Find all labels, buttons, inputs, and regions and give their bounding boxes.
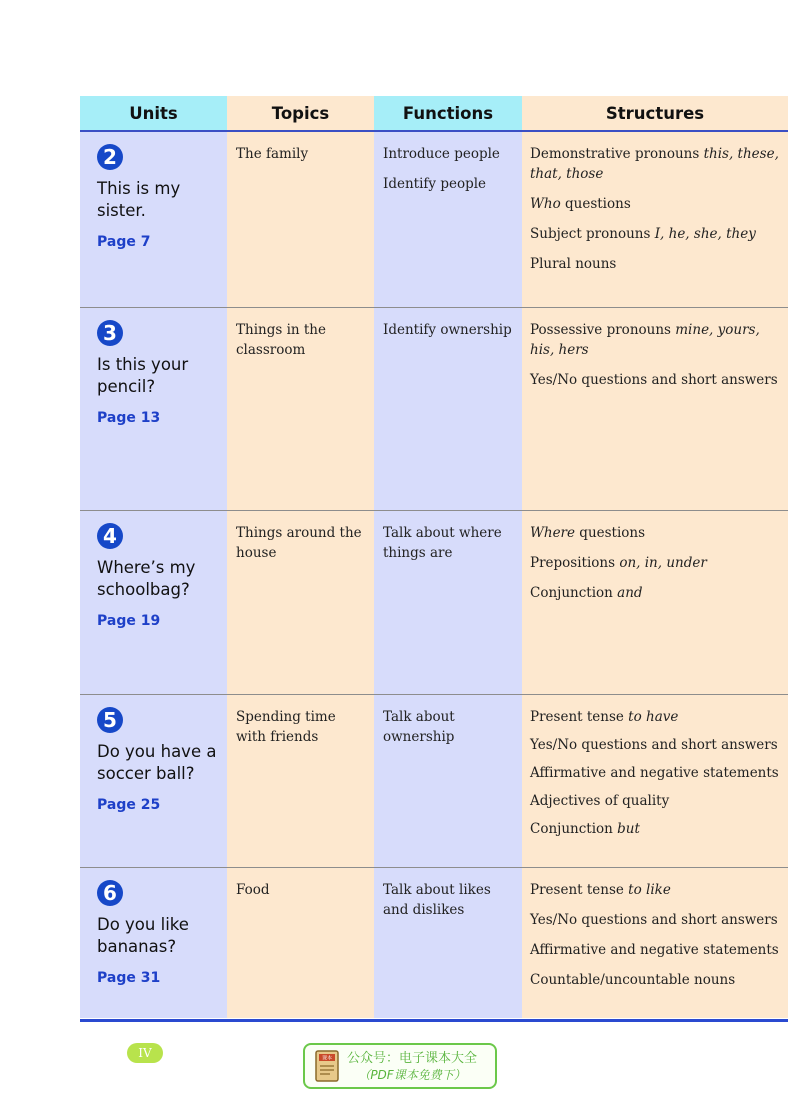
topic-cell (227, 510, 374, 694)
structure-item (530, 763, 782, 783)
watermark-line1: 公众号：电子课本大全 (347, 1050, 478, 1066)
watermark-line2: （PDF课本免费下） (358, 1067, 466, 1082)
unit-row (80, 131, 788, 307)
structures-cell (522, 510, 788, 694)
structure-example-text: I, he, she, they (654, 226, 756, 242)
topic-text: Things around the house (236, 524, 362, 561)
topic-cell (227, 131, 374, 307)
structure-text: Yes/No questions and short answers (530, 911, 778, 928)
unit-title: Do you have a soccer ball? (97, 741, 217, 783)
unit-number-badge: 3 (97, 320, 123, 346)
topic-text: Things in the classroom (236, 321, 326, 358)
unit-row (80, 307, 788, 510)
structure-text: Adjectives of quality (530, 792, 670, 809)
structure-item (530, 735, 782, 755)
functions-cell (374, 510, 522, 694)
structure-item (530, 583, 782, 603)
page-number-badge: IV (127, 1043, 163, 1063)
topic-text: Spending time with friends (236, 708, 336, 745)
structure-item (530, 940, 782, 960)
structure-text: Conjunction (530, 584, 618, 601)
unit-page-link[interactable]: Page 25 (97, 796, 161, 813)
structure-text: Yes/No questions and short answers (530, 371, 778, 388)
structure-item (530, 523, 782, 543)
unit-number-badge: 2 (97, 144, 123, 170)
structure-item (530, 970, 782, 990)
structure-text: Present tense (530, 708, 629, 725)
structure-item (530, 370, 782, 390)
structure-text: questions (575, 524, 646, 541)
structure-text: Possessive pronouns (530, 321, 676, 338)
structures-cell (522, 694, 788, 867)
header-row (80, 96, 788, 131)
function-item: Introduce people (383, 146, 500, 162)
structure-item (530, 791, 782, 811)
structure-text: Present tense (530, 881, 629, 898)
topic-cell (227, 867, 374, 1018)
function-item: Identify ownership (383, 321, 512, 338)
structure-item (530, 880, 782, 900)
function-item: Talk about ownership (383, 708, 455, 745)
structure-example-text: this, these, that, those (530, 146, 779, 182)
structure-item (530, 144, 782, 184)
structure-text: Affirmative and negative statements (530, 941, 779, 958)
structure-item (530, 254, 782, 274)
structure-item (530, 707, 782, 727)
unit-cell (80, 867, 227, 1018)
unit-page-link[interactable]: Page 31 (97, 969, 161, 986)
functions-cell (374, 131, 522, 307)
watermark-badge (303, 1043, 497, 1089)
header-units: Units (80, 96, 227, 131)
structure-text: Prepositions (530, 554, 620, 571)
functions-cell (374, 307, 522, 510)
unit-cell (80, 694, 227, 867)
watermark-text (347, 1050, 477, 1083)
functions-cell (374, 694, 522, 867)
structure-example-text: to like (628, 881, 671, 898)
structures-cell (522, 867, 788, 1018)
functions-cell (374, 867, 522, 1018)
structure-item (530, 553, 782, 573)
structure-text: Demonstrative pronouns (530, 146, 704, 162)
structure-example-text: to have (628, 708, 679, 725)
unit-title: This is my sister. (97, 179, 181, 220)
unit-number-badge: 6 (97, 880, 123, 906)
unit-number-badge: 5 (97, 707, 123, 733)
structure-item (530, 194, 782, 214)
book-icon-label: 课本 (321, 1055, 333, 1062)
structure-example-text: on, in, under (619, 554, 707, 571)
structure-text: questions (560, 196, 631, 212)
unit-title: Do you like bananas? (97, 914, 189, 956)
topic-cell (227, 694, 374, 867)
topic-cell (227, 307, 374, 510)
structure-example-text: Where (530, 524, 576, 541)
structure-text: Subject pronouns (530, 226, 655, 242)
contents-table (80, 96, 788, 1018)
topic-text: The family (236, 146, 309, 162)
structure-example-text: and (617, 584, 643, 601)
function-item: Talk about likes and dislikes (383, 881, 491, 918)
unit-title: Is this your pencil? (97, 354, 189, 396)
book-icon (315, 1050, 339, 1082)
header-topics: Topics (227, 96, 374, 131)
header-structures: Structures (522, 96, 788, 131)
unit-row (80, 510, 788, 694)
structure-item (530, 819, 782, 839)
structure-text: Countable/uncountable nouns (530, 971, 736, 988)
unit-row (80, 694, 788, 867)
structures-cell (522, 131, 788, 307)
structure-text: Plural nouns (530, 256, 617, 272)
structure-example-text: mine, yours, his, hers (530, 321, 760, 358)
unit-page-link[interactable]: Page 7 (97, 234, 151, 250)
topic-text: Food (236, 881, 270, 898)
unit-cell (80, 131, 227, 307)
structure-item (530, 224, 782, 244)
bottom-rule (80, 1019, 788, 1022)
unit-row (80, 867, 788, 1018)
function-item: Identify people (383, 176, 487, 192)
unit-title: Where’s my schoolbag? (97, 557, 196, 599)
unit-page-link[interactable]: Page 19 (97, 612, 161, 629)
unit-cell (80, 307, 227, 510)
structures-cell (522, 307, 788, 510)
unit-number-badge: 4 (97, 523, 123, 549)
structure-example-text: but (617, 820, 640, 837)
header-functions: Functions (374, 96, 522, 131)
structure-text: Conjunction (530, 820, 618, 837)
unit-cell (80, 510, 227, 694)
structure-item (530, 320, 782, 360)
structure-text: Affirmative and negative statements (530, 764, 779, 781)
structure-text: Yes/No questions and short answers (530, 736, 778, 753)
function-item: Talk about where things are (383, 524, 502, 561)
structure-item (530, 910, 782, 930)
structure-example-text: Who (530, 196, 561, 212)
unit-page-link[interactable]: Page 13 (97, 409, 161, 426)
